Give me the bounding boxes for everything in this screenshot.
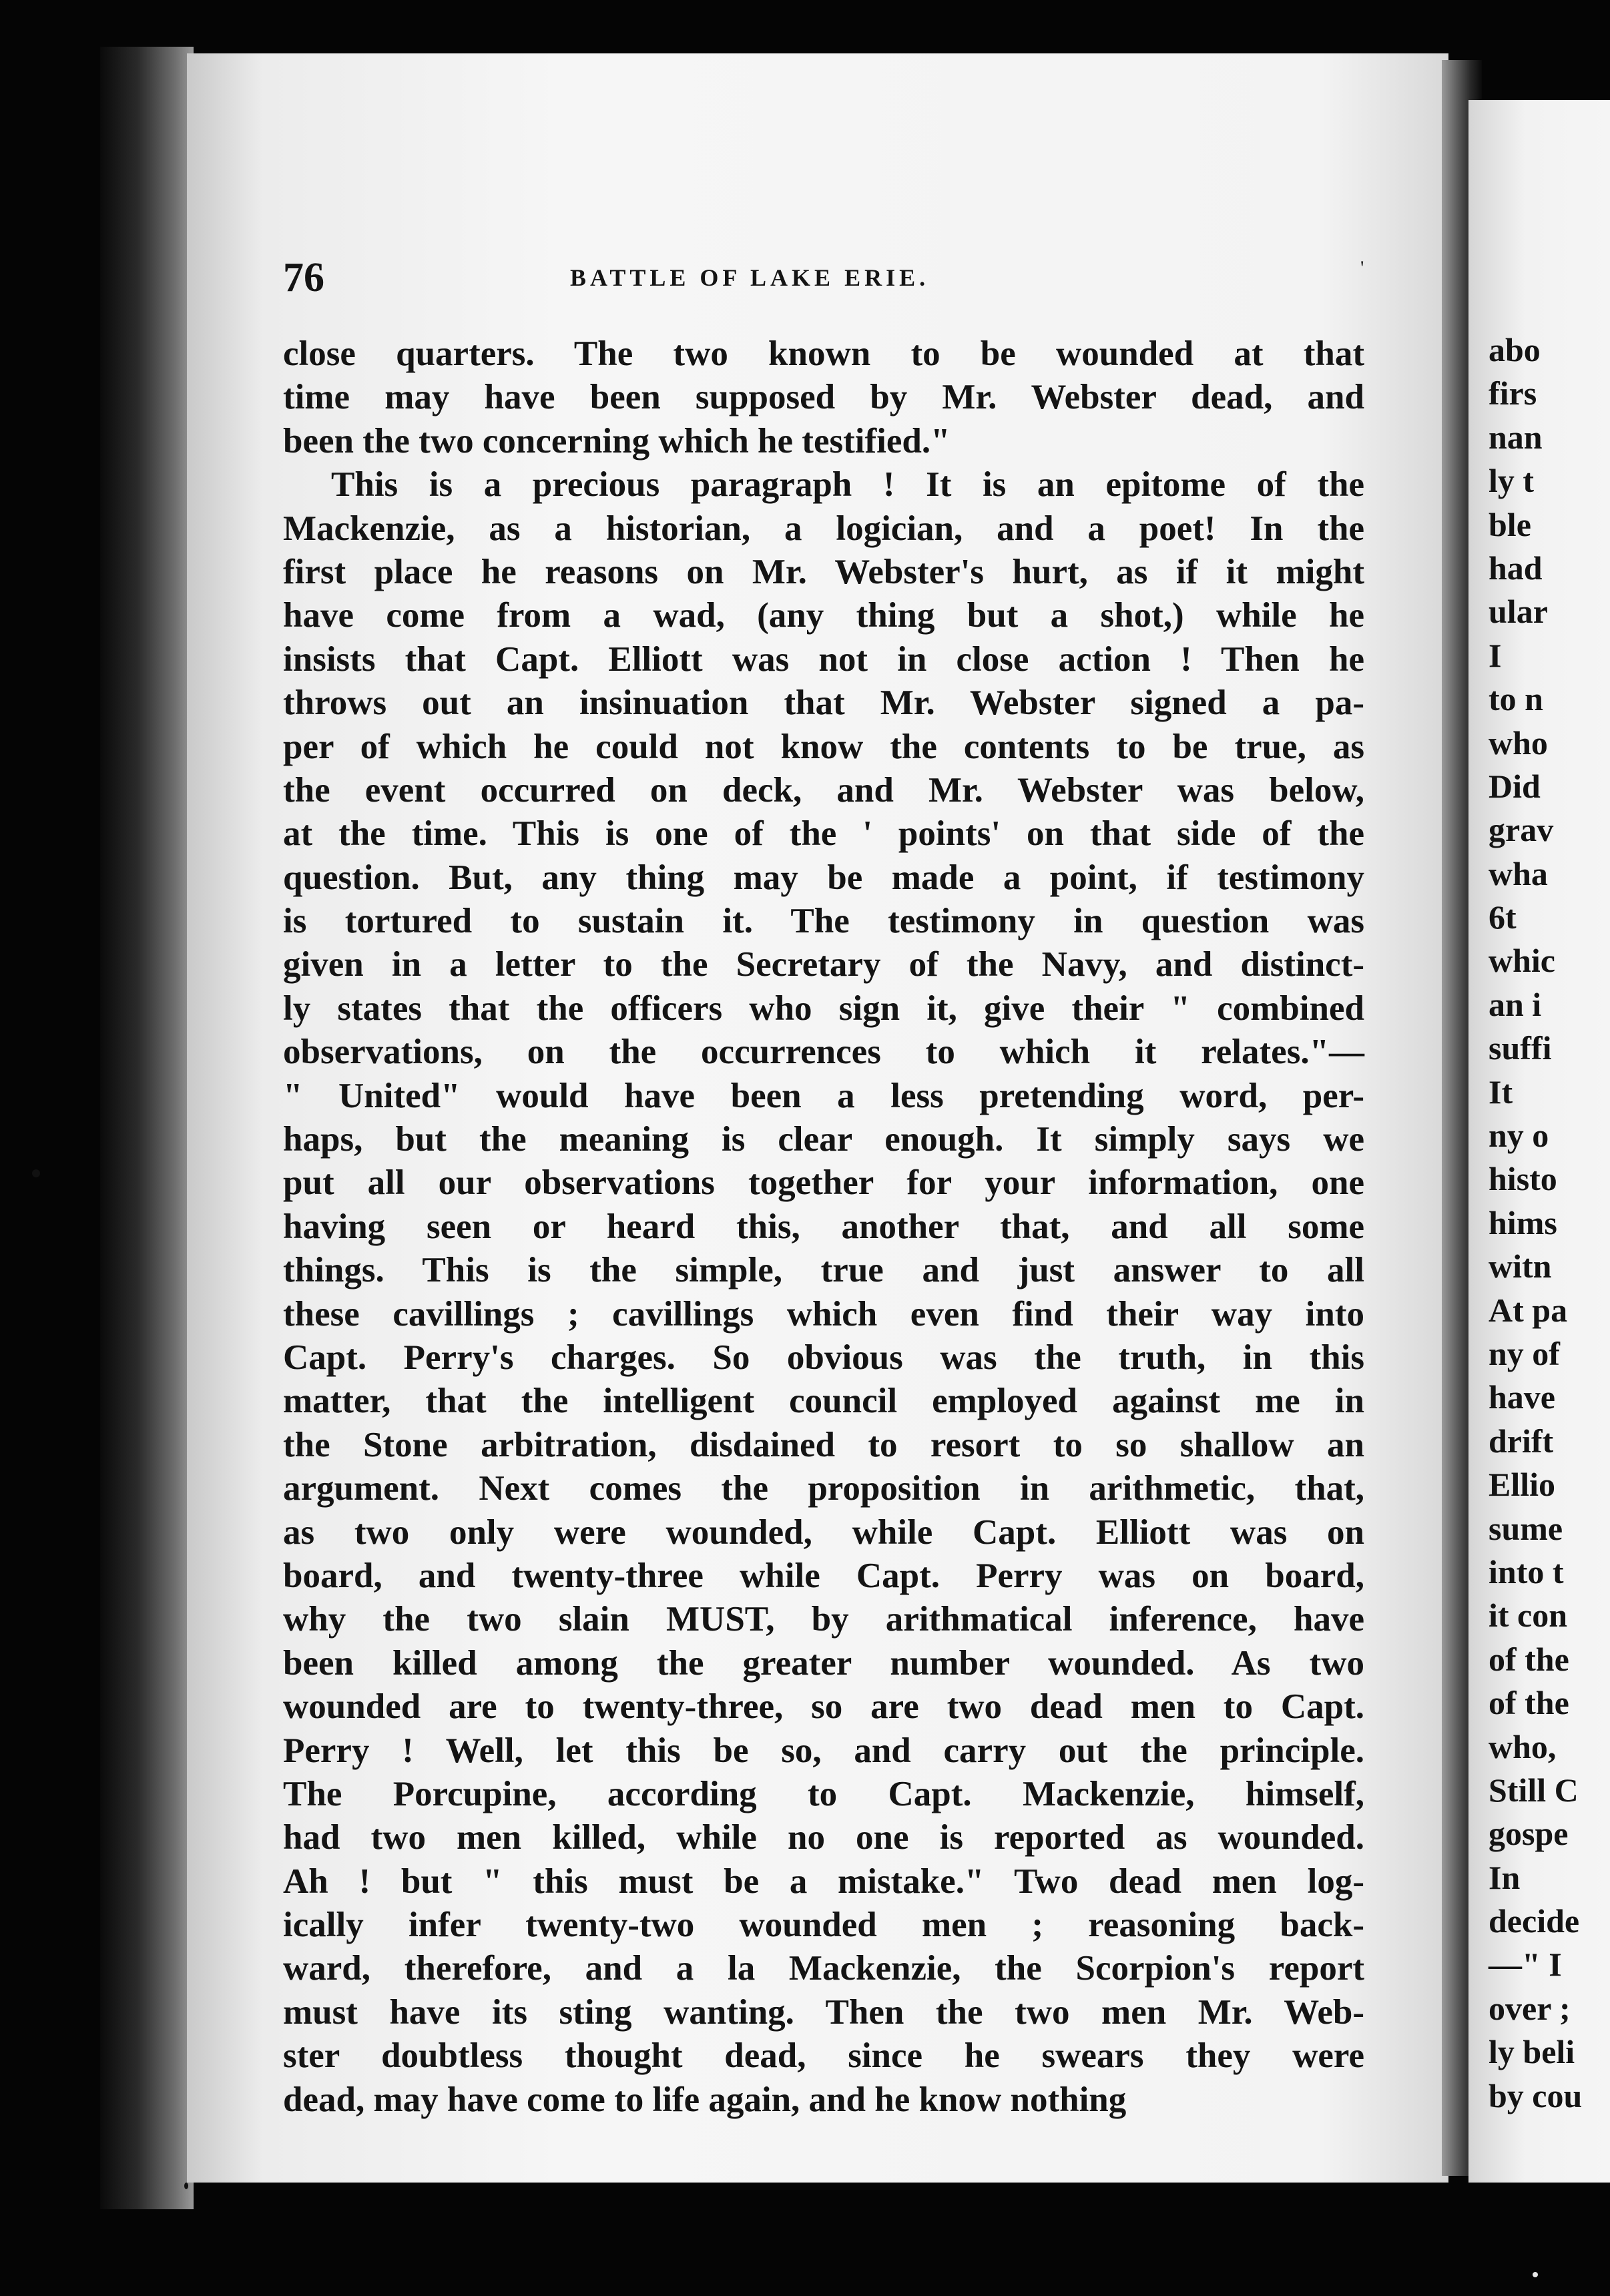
text-line: been killed among the greater number wounded. As two bbox=[283, 1643, 1364, 1683]
text-line: dead, may have come to life again, and he know nothing bbox=[283, 2080, 1127, 2119]
text-line: throws out an insinuation that Mr. Webster signed a pa- bbox=[283, 683, 1364, 723]
page-number: 76 bbox=[283, 255, 324, 300]
facing-text-line: over ; bbox=[1489, 1989, 1571, 2027]
facing-text-line: abo bbox=[1489, 331, 1541, 368]
facing-text-line: I bbox=[1489, 636, 1502, 674]
facing-text-line: to n bbox=[1489, 680, 1543, 718]
text-line: ically infer twenty-two wounded men ; reasoning back- bbox=[283, 1906, 1364, 1945]
facing-text-line: 6t bbox=[1489, 898, 1517, 936]
facing-text-line: ny o bbox=[1489, 1117, 1549, 1155]
facing-text-line: ly beli bbox=[1489, 2033, 1575, 2071]
text-line: had two men killed, while no one is reported as wounded. bbox=[283, 1818, 1364, 1857]
text-line: must have its sting wanting. Then the two men Mr. Web- bbox=[283, 1992, 1364, 2032]
text-line: put all our observations together for your information, one bbox=[283, 1163, 1364, 1203]
scan-speck bbox=[32, 1169, 40, 1177]
body-text bbox=[283, 332, 1364, 2122]
text-line: insists that Capt. Elliott was not in close action ! Then he bbox=[283, 639, 1364, 679]
book-binding-shadow bbox=[100, 47, 194, 2209]
facing-text-line: it con bbox=[1489, 1597, 1568, 1635]
facing-text-line: have bbox=[1489, 1378, 1555, 1416]
text-line: first place he reasons on Mr. Webster's hurt, as if it might bbox=[283, 552, 1364, 591]
text-line: The Porcupine, according to Capt. Mackenzie, himself, bbox=[283, 1774, 1364, 1813]
text-line: ster doubtless thought dead, since he swears they were bbox=[283, 2036, 1364, 2076]
facing-text-line: drift bbox=[1489, 1422, 1554, 1460]
facing-text-line: ble bbox=[1489, 505, 1531, 543]
facing-text-line: sume bbox=[1489, 1509, 1563, 1547]
facing-text-line: an i bbox=[1489, 985, 1542, 1023]
facing-text-line: by cou bbox=[1489, 2076, 1583, 2114]
text-line: observations, on the occurrences to which it relates."— bbox=[283, 1033, 1364, 1072]
facing-text-line: firs bbox=[1489, 374, 1537, 412]
facing-text-line: decide bbox=[1489, 1902, 1580, 1940]
text-line: have come from a wad, (any thing but a shot,) while he bbox=[283, 596, 1364, 635]
text-line: given in a letter to the Secretary of the Navy, and distinct- bbox=[283, 945, 1364, 984]
facing-text-line: grav bbox=[1489, 811, 1554, 849]
facing-text-line: who bbox=[1489, 724, 1548, 762]
facing-text-line: nan bbox=[1489, 418, 1543, 456]
text-line: ly states that the officers who sign it, give their " combined bbox=[283, 988, 1364, 1028]
facing-text-line: of the bbox=[1489, 1684, 1569, 1722]
scan-speck bbox=[184, 2183, 188, 2189]
text-line: is tortured to sustain it. The testimony in question was bbox=[283, 902, 1364, 941]
facing-text-line: It bbox=[1489, 1073, 1513, 1111]
text-line: wounded are to twenty-three, so are two dead men to Capt. bbox=[283, 1687, 1364, 1727]
scan-speck bbox=[1533, 2272, 1538, 2277]
text-line: Mackenzie, as a historian, a logician, and a poet! In the bbox=[283, 509, 1364, 548]
text-line: Capt. Perry's charges. So obvious was the truth, in this bbox=[283, 1338, 1364, 1377]
text-line: haps, but the meaning is clear enough. It simply says we bbox=[283, 1120, 1364, 1159]
text-line: these cavillings ; cavillings which even find their way into bbox=[283, 1294, 1364, 1334]
text-line: ward, therefore, and a la Mackenzie, the Scorpion's report bbox=[283, 1949, 1364, 1988]
facing-text-line: ular bbox=[1489, 593, 1548, 631]
facing-text-line: At pa bbox=[1489, 1291, 1568, 1329]
facing-page-text bbox=[1489, 328, 1610, 2118]
text-line: " United" would have been a less pretending word, per- bbox=[283, 1076, 1364, 1115]
facing-text-line: suffi bbox=[1489, 1029, 1552, 1067]
text-line: per of which he could not know the contents to be true, as bbox=[283, 727, 1364, 766]
facing-text-line: had bbox=[1489, 549, 1543, 587]
running-head-title: BATTLE OF LAKE ERIE. bbox=[570, 264, 930, 291]
facing-text-line: histo bbox=[1489, 1160, 1557, 1198]
facing-text-line: Did bbox=[1489, 767, 1541, 805]
facing-text-line: into t bbox=[1489, 1552, 1564, 1591]
text-line: things. This is the simple, true and just answer to all bbox=[283, 1251, 1364, 1290]
text-line: why the two slain MUST, by arithmatical inference, have bbox=[283, 1600, 1364, 1639]
facing-text-line: wha bbox=[1489, 854, 1548, 892]
text-line: board, and twenty-three while Capt. Perry was on board, bbox=[283, 1556, 1364, 1595]
facing-text-line: ly t bbox=[1489, 462, 1535, 500]
text-line: the event occurred on deck, and Mr. Webster was below, bbox=[283, 770, 1364, 810]
text-line: at the time. This is one of the ' points' on that side of the bbox=[283, 814, 1364, 854]
running-head-mark: ' bbox=[1360, 257, 1364, 279]
facing-text-line: gospe bbox=[1489, 1815, 1569, 1853]
facing-text-line: hims bbox=[1489, 1203, 1557, 1241]
text-line: time may have been supposed by Mr. Webster dead, and bbox=[283, 378, 1364, 417]
facing-text-line: witn bbox=[1489, 1247, 1552, 1285]
text-line: Perry ! Well, let this be so, and carry out the principle. bbox=[283, 1731, 1364, 1770]
facing-text-line: —" I bbox=[1489, 1946, 1562, 1984]
facing-text-line: In bbox=[1489, 1858, 1521, 1896]
facing-text-line: Ellio bbox=[1489, 1466, 1556, 1504]
text-line: as two only were wounded, while Capt. Elliott was on bbox=[283, 1512, 1364, 1552]
text-line: This is a precious paragraph ! It is an epitome of the bbox=[331, 465, 1364, 505]
text-line: argument. Next comes the proposition in arithmetic, that, bbox=[283, 1469, 1364, 1508]
facing-text-line: who, bbox=[1489, 1727, 1557, 1765]
text-line: question. But, any thing may be made a point, if testimony bbox=[283, 858, 1364, 897]
text-line: having seen or heard this, another that, and all some bbox=[283, 1207, 1364, 1246]
facing-text-line: of the bbox=[1489, 1640, 1569, 1678]
text-line: the Stone arbitration, disdained to resort to so shallow an bbox=[283, 1425, 1364, 1464]
facing-text-line: ny of bbox=[1489, 1334, 1560, 1372]
text-line: been the two concerning which he testified." bbox=[283, 421, 951, 461]
text-line: Ah ! but " this must be a mistake." Two dead men log- bbox=[283, 1861, 1364, 1901]
facing-text-line: Still C bbox=[1489, 1771, 1579, 1809]
facing-text-line: whic bbox=[1489, 942, 1555, 980]
text-line: matter, that the intelligent council employed against me in bbox=[283, 1382, 1364, 1421]
running-head bbox=[283, 251, 1371, 304]
text-line: close quarters. The two known to be wounded at that bbox=[283, 334, 1364, 373]
